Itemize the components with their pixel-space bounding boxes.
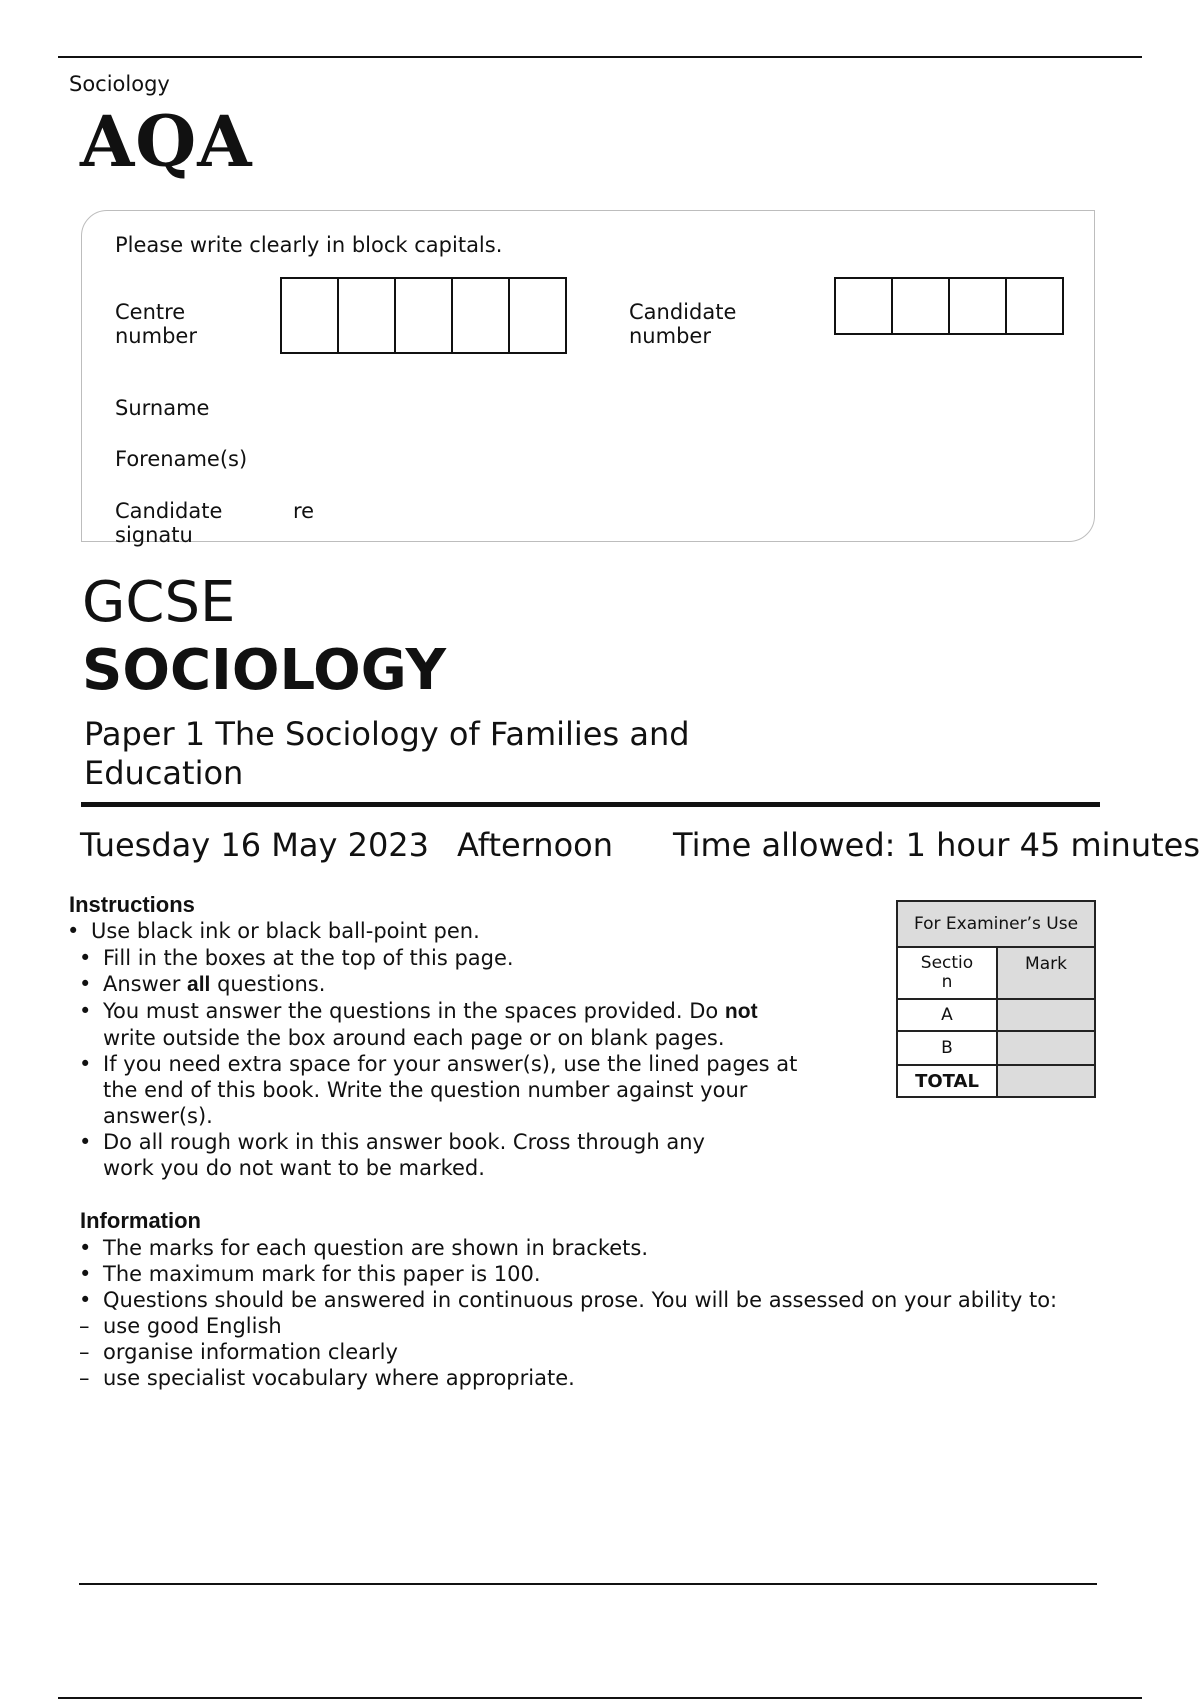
centre-number-boxes[interactable] bbox=[280, 277, 567, 354]
title-rule bbox=[81, 802, 1100, 807]
paper-title: Paper 1 The Sociology of Families and Education bbox=[84, 715, 690, 792]
information-item: • The maximum mark for this paper is 100. bbox=[79, 1262, 541, 1286]
candidate-number-label: Candidate number bbox=[629, 300, 737, 348]
centre-number-label: Centre number bbox=[115, 300, 197, 348]
time-allowed: Time allowed: 1 hour 45 minutes bbox=[673, 826, 1200, 864]
subject-title: SOCIOLOGY bbox=[82, 638, 447, 703]
candidate-number-digit-box[interactable] bbox=[891, 277, 950, 335]
footer-rule bbox=[79, 1583, 1097, 1585]
candidate-number-digit-box[interactable] bbox=[1005, 277, 1064, 335]
instruction-item: • If you need extra space for your answer(s), use the lined pages at the end of this book. Write the question number against your answer(s). bbox=[79, 1052, 798, 1128]
mark-column-header: Mark bbox=[997, 947, 1095, 999]
total-mark-cell bbox=[997, 1065, 1095, 1097]
instruction-item: • Fill in the boxes at the top of this page. bbox=[79, 946, 514, 970]
top-rule bbox=[58, 56, 1142, 58]
information-sub-item: – use good English bbox=[79, 1314, 282, 1338]
examiner-use-table bbox=[896, 900, 1096, 1098]
information-sub-item: – use specialist vocabulary where appropriate. bbox=[79, 1366, 575, 1390]
block-capitals-instruction: Please write clearly in block capitals. bbox=[115, 233, 503, 257]
surname-field[interactable] bbox=[290, 388, 1070, 422]
section-a-cell: A bbox=[897, 999, 997, 1031]
instruction-item: • You must answer the questions in the spaces provided. Do not write outside the box around each page or on blank pages. bbox=[79, 999, 758, 1050]
information-item: • The marks for each question are shown in brackets. bbox=[79, 1236, 649, 1260]
instruction-item: • Do all rough work in this answer book. Cross through any work you do not want to be marked. bbox=[79, 1130, 705, 1180]
centre-number-digit-box[interactable] bbox=[337, 277, 396, 354]
qualification-title: GCSE bbox=[82, 570, 236, 635]
surname-label: Surname bbox=[115, 396, 210, 420]
centre-number-digit-box[interactable] bbox=[451, 277, 510, 354]
signature-label-tail: re bbox=[293, 499, 315, 523]
signature-field[interactable] bbox=[330, 492, 1070, 526]
section-column-header: Sectio n bbox=[897, 947, 997, 999]
instructions-list bbox=[67, 918, 867, 944]
section-b-mark-cell bbox=[997, 1031, 1095, 1065]
bottom-rule bbox=[58, 1697, 1142, 1699]
total-cell: TOTAL bbox=[897, 1065, 997, 1097]
section-b-cell: B bbox=[897, 1031, 997, 1065]
instruction-item: • Use black ink or black ball-point pen. bbox=[67, 919, 480, 943]
information-heading: Information bbox=[80, 1208, 201, 1233]
centre-number-digit-box[interactable] bbox=[508, 277, 567, 354]
information-sub-item: – organise information clearly bbox=[79, 1340, 398, 1364]
exam-session: Afternoon bbox=[457, 826, 613, 864]
information-item: • Questions should be answered in continuous prose. You will be assessed on your ability to: bbox=[79, 1288, 1058, 1312]
signature-label: Candidate signatu bbox=[115, 499, 223, 547]
forenames-label: Forename(s) bbox=[115, 447, 248, 471]
centre-number-digit-box[interactable] bbox=[280, 277, 339, 354]
section-a-mark-cell bbox=[997, 999, 1095, 1031]
candidate-number-digit-box[interactable] bbox=[834, 277, 893, 335]
exam-date: Tuesday 16 May 2023 bbox=[80, 826, 430, 864]
examiner-table-title: For Examiner’s Use bbox=[897, 901, 1095, 947]
instructions-list-cont bbox=[79, 945, 879, 1181]
aqa-logo: AQA bbox=[80, 100, 253, 183]
instruction-item: • Answer all questions. bbox=[79, 972, 326, 996]
forenames-field[interactable] bbox=[290, 440, 1070, 474]
centre-number-digit-box[interactable] bbox=[394, 277, 453, 354]
information-list bbox=[79, 1235, 1189, 1391]
header-subject: Sociology bbox=[69, 72, 170, 96]
candidate-number-digit-box[interactable] bbox=[948, 277, 1007, 335]
instructions-heading: Instructions bbox=[69, 892, 195, 917]
candidate-number-boxes[interactable] bbox=[834, 277, 1064, 335]
